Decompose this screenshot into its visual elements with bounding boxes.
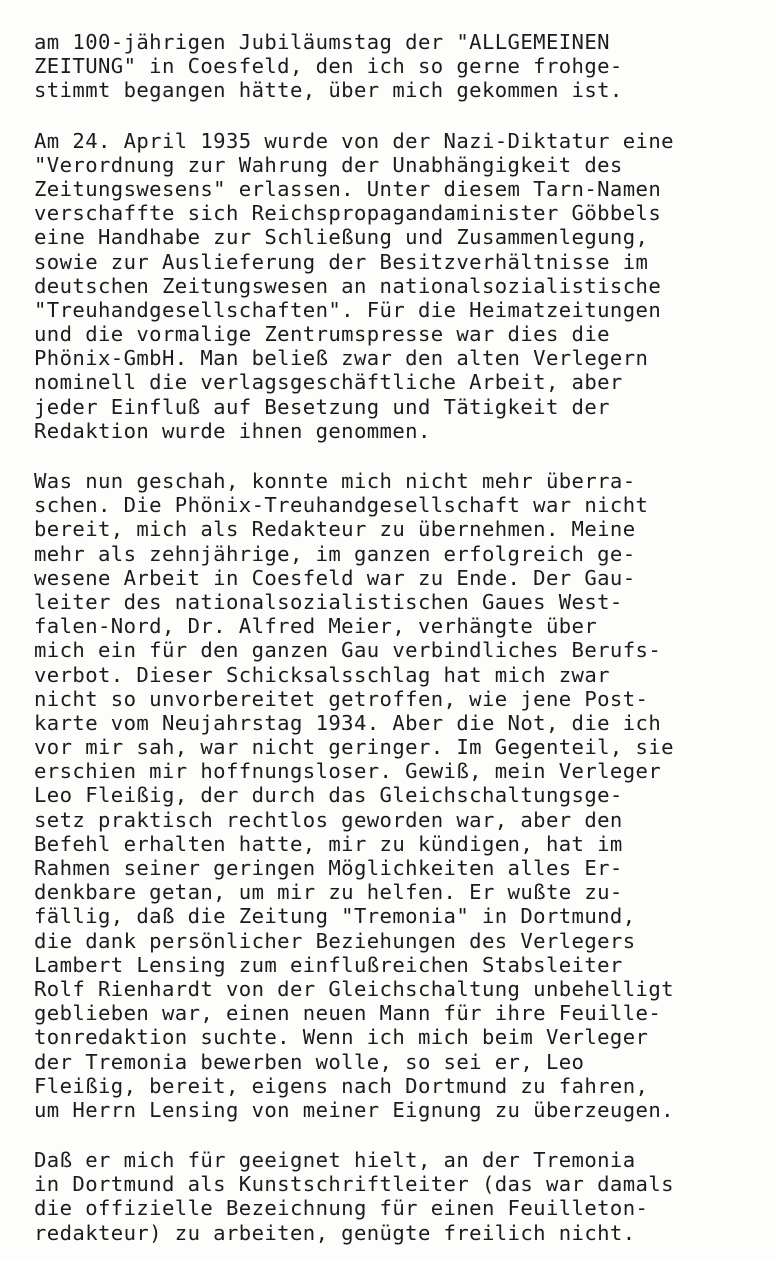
text-line: nicht so unvorbereitet getroffen, wie jene Post-	[34, 686, 649, 711]
text-line: eine Handhabe zur Schließung und Zusammenlegung,	[34, 225, 649, 250]
text-line: erschien mir hoffnungsloser. Gewiß, mein Verleger	[34, 759, 662, 784]
text-line: geblieben war, einen neuen Mann für ihre Feuille-	[34, 1001, 662, 1026]
text-line: schen. Die Phönix-Treuhandgesellschaft war nicht	[34, 493, 649, 518]
text-line: sowie zur Auslieferung der Besitzverhältnisse im	[34, 249, 649, 274]
text-line: Rolf Rienhardt von der Gleichschaltung unbehelligt	[34, 976, 674, 1001]
text-line: deutschen Zeitungswesen an nationalsozialistische	[34, 273, 662, 298]
text-line: vor mir sah, war nicht geringer. Im Gegenteil, sie	[34, 735, 674, 760]
paragraph-4	[34, 1148, 754, 1245]
paragraph-2	[34, 129, 754, 443]
text-line: falen-Nord, Dr. Alfred Meier, verhängte über	[34, 614, 598, 639]
text-line: der Tremonia bewerben wolle, so sei er, Leo	[34, 1049, 585, 1074]
paragraph-3	[34, 469, 754, 1122]
text-line: Phönix-GmbH. Man beließ zwar den alten Verlegern	[34, 346, 649, 371]
paragraph-1	[34, 30, 754, 103]
text-line: "Verordnung zur Wahrung der Unabhängigkeit des	[34, 152, 623, 177]
text-line: jeder Einfluß auf Besetzung und Tätigkeit der	[34, 394, 610, 419]
text-line: fällig, daß die Zeitung "Tremonia" in Dortmund,	[34, 904, 636, 929]
text-line: stimmt begangen hätte, über mich gekommen ist.	[34, 78, 623, 103]
text-line: Zeitungswesens" erlassen. Unter diesem Tarn-Namen	[34, 176, 662, 201]
text-line: "Treuhandgesellschaften". Für die Heimatzeitungen	[34, 297, 662, 322]
text-line: und die vormalige Zentrumspresse war dies die	[34, 322, 610, 347]
text-line: wesene Arbeit in Coesfeld war zu Ende. Der Gau-	[34, 565, 636, 590]
text-line: Leo Fleißig, der durch das Gleichschaltungsge-	[34, 783, 623, 808]
document-body	[34, 30, 754, 1271]
text-line: verschaffte sich Reichspropagandaminister Göbbels	[34, 201, 662, 226]
text-line: in Dortmund als Kunstschriftleiter (das war damals	[34, 1172, 674, 1197]
text-line: denkbare getan, um mir zu helfen. Er wußte zu-	[34, 880, 623, 905]
text-line: setz praktisch rechtlos geworden war, aber den	[34, 807, 623, 832]
text-line: Befehl erhalten hatte, mir zu kündigen, hat im	[34, 831, 623, 856]
text-line: am 100-jährigen Jubiläumstag der "ALLGEMEINEN	[34, 30, 610, 54]
text-line: Rahmen seiner geringen Möglichkeiten alles Er-	[34, 856, 623, 880]
text-line: ZEITUNG" in Coesfeld, den ich so gerne frohge-	[34, 54, 623, 79]
text-line: mehr als zehnjährige, im ganzen erfolgreich ge-	[34, 541, 636, 566]
text-line: die dank persönlicher Beziehungen des Verlegers	[34, 928, 636, 953]
text-line: Am 24. April 1935 wurde von der Nazi-Diktatur eine	[34, 128, 674, 153]
text-line: leiter des nationalsozialistischen Gaues West-	[34, 589, 623, 614]
text-line: die offizielle Bezeichnung für einen Feuilleton-	[34, 1196, 649, 1221]
text-line: um Herrn Lensing von meiner Eignung zu überzeugen.	[34, 1097, 674, 1122]
text-line: Was nun geschah, konnte mich nicht mehr überra-	[34, 469, 636, 493]
text-line: Lambert Lensing zum einflußreichen Stabsleiter	[34, 952, 623, 977]
text-line: Redaktion wurde ihnen genommen.	[34, 418, 431, 443]
text-line: mich ein für den ganzen Gau verbindliches Berufs-	[34, 638, 662, 663]
text-line: Fleißig, bereit, eigens nach Dortmund zu fahren,	[34, 1073, 649, 1098]
text-line: karte vom Neujahrstag 1934. Aber die Not, die ich	[34, 710, 662, 735]
text-line: redakteur) zu arbeiten, genügte freilich nicht.	[34, 1220, 636, 1245]
text-line: tonredaktion suchte. Wenn ich mich beim Verleger	[34, 1025, 649, 1050]
text-line: verbot. Dieser Schicksalsschlag hat mich zwar	[34, 662, 610, 687]
text-line: Daß er mich für geeignet hielt, an der Tremonia	[34, 1148, 636, 1173]
text-line: bereit, mich als Redakteur zu übernehmen. Meine	[34, 517, 636, 542]
text-line: nominell die verlagsgeschäftliche Arbeit, aber	[34, 370, 623, 395]
